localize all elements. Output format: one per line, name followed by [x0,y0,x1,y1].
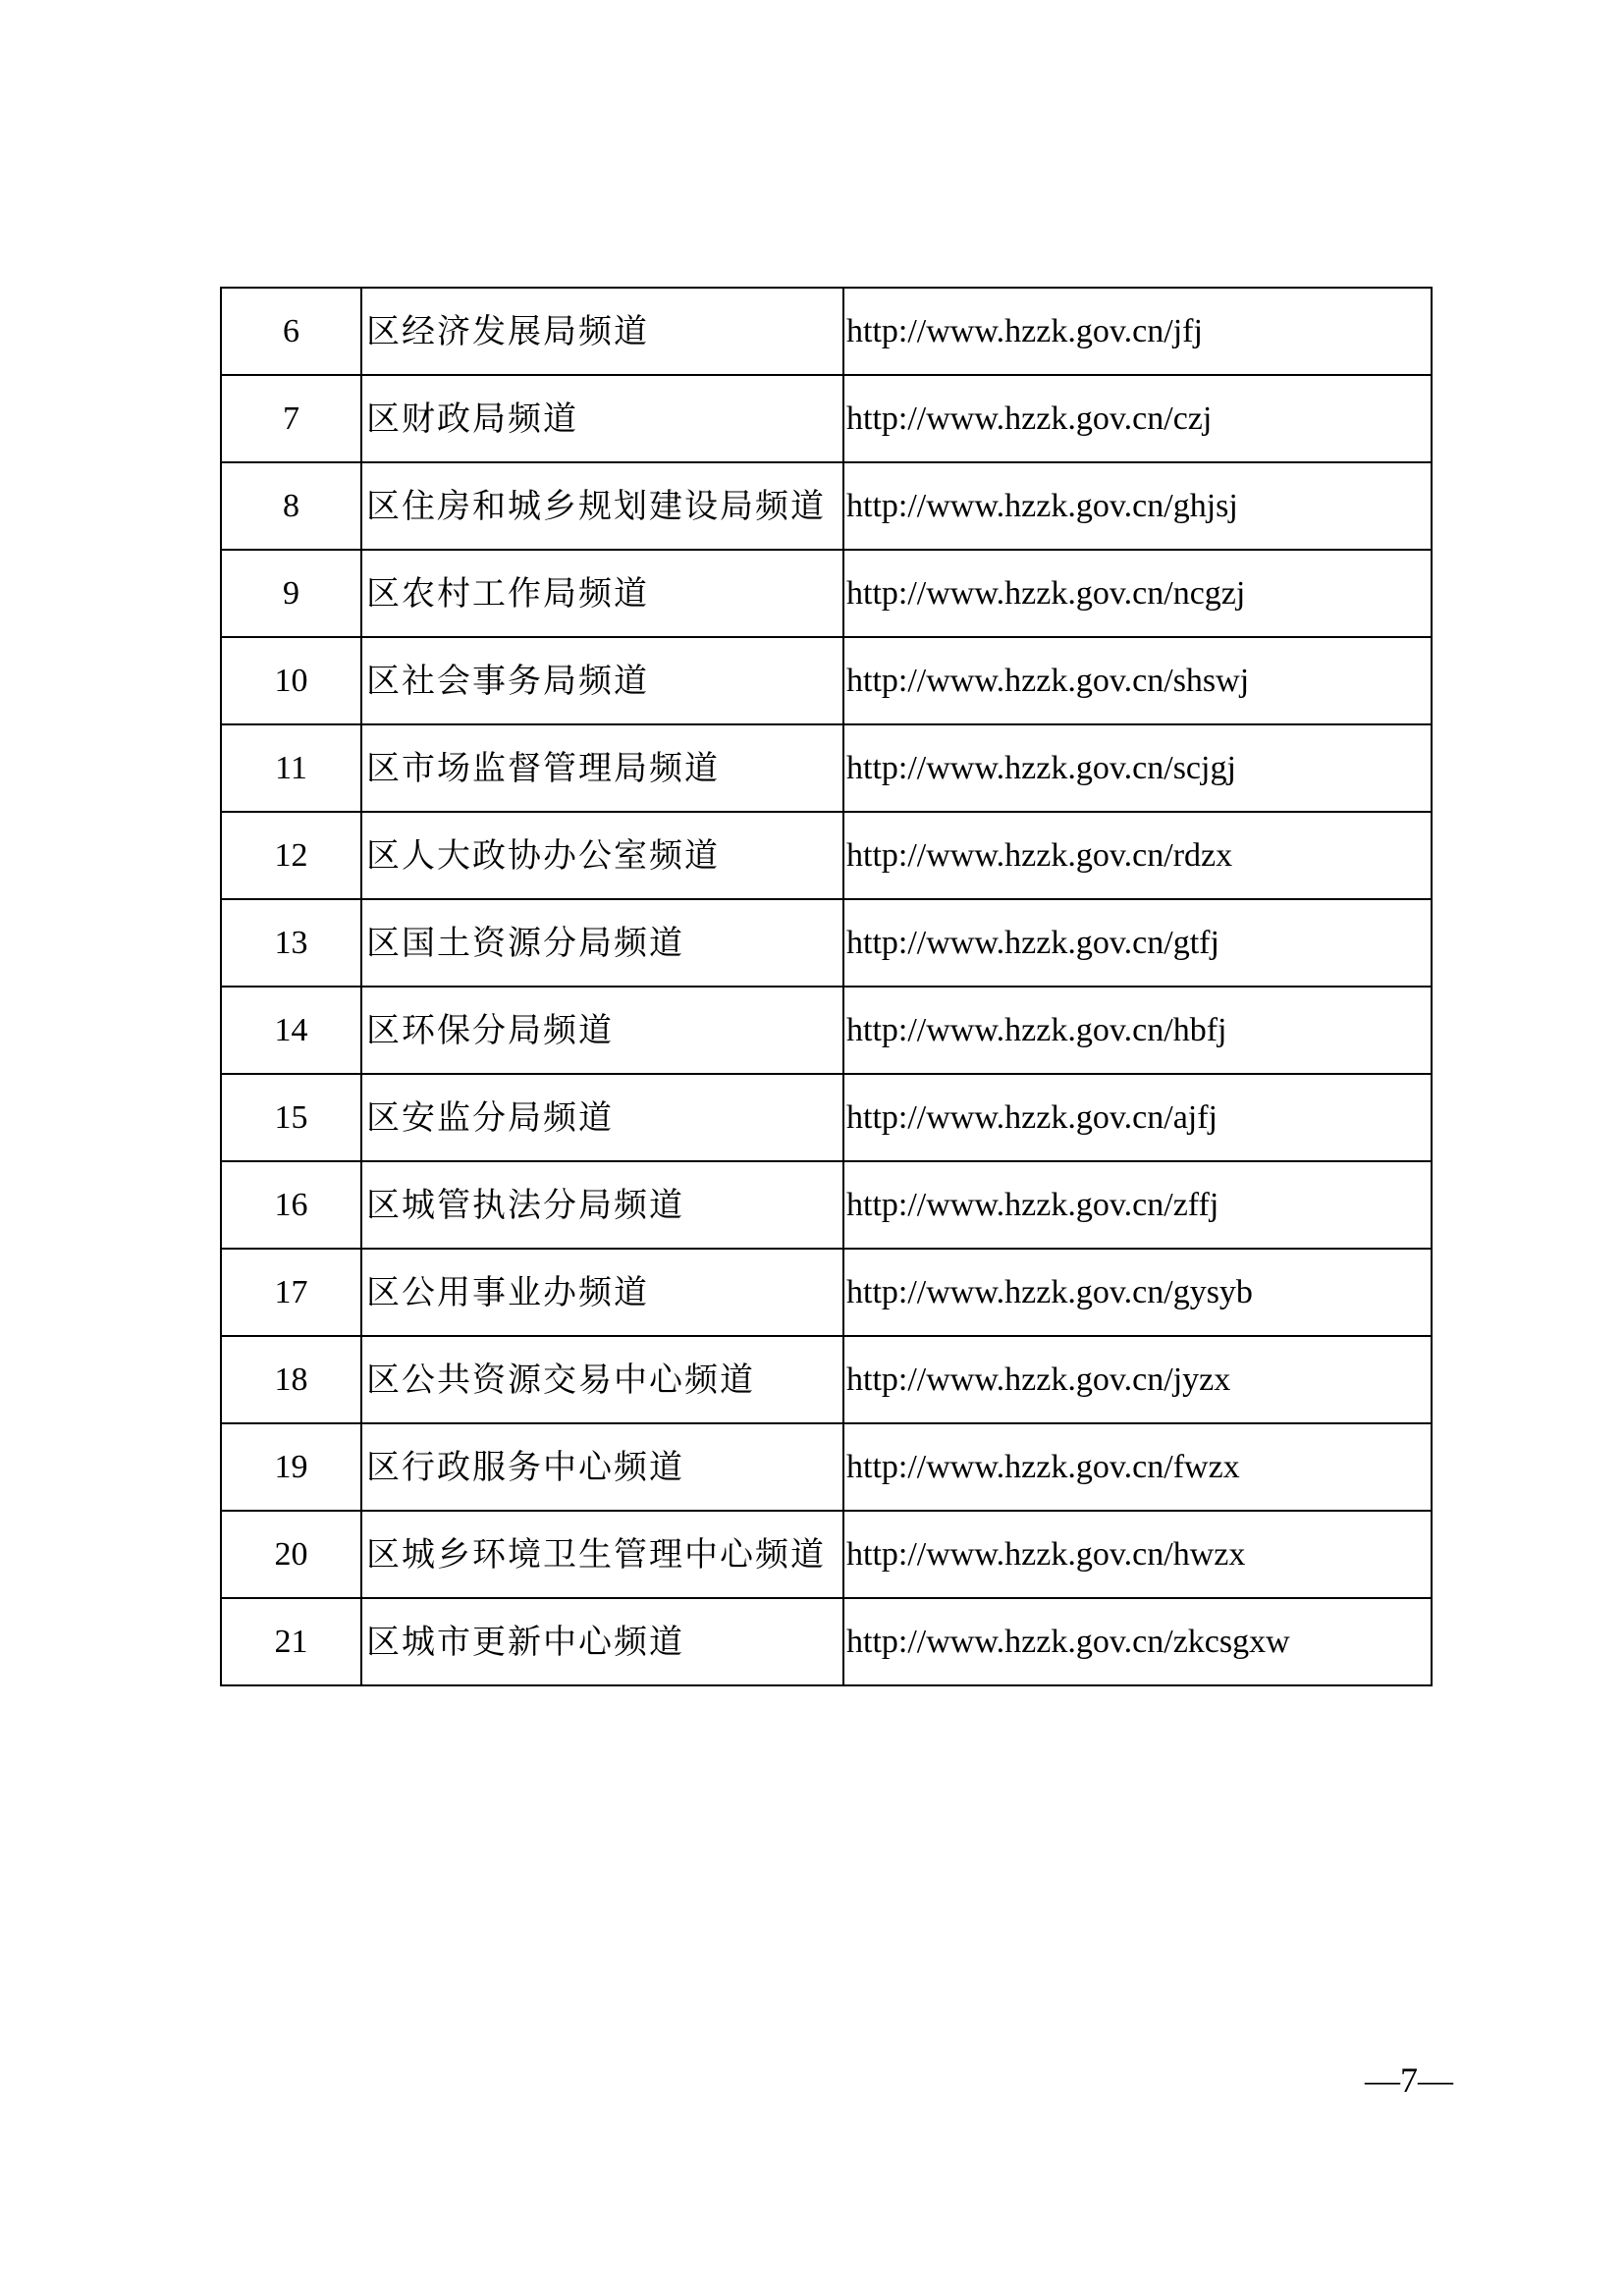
table-row [221,812,1432,899]
table-row [221,462,1432,550]
channel-table [220,287,1433,1686]
channel-name: 区公用事业办频道 [361,1249,843,1336]
row-number: 14 [221,987,361,1074]
channel-name: 区安监分局频道 [361,1074,843,1161]
table-row [221,1598,1432,1685]
table-row [221,1511,1432,1598]
row-number: 6 [221,288,361,375]
channel-table-body [221,288,1432,1685]
channel-name: 区农村工作局频道 [361,550,843,637]
table-row [221,288,1432,375]
channel-url-link[interactable]: http://www.hzzk.gov.cn/jfj [843,288,1432,375]
channel-name: 区国土资源分局频道 [361,899,843,987]
row-number: 17 [221,1249,361,1336]
channel-name: 区城乡环境卫生管理中心频道 [361,1511,843,1598]
row-number: 15 [221,1074,361,1161]
channel-url-link[interactable]: http://www.hzzk.gov.cn/zkcsgxw [843,1598,1432,1685]
table-row [221,550,1432,637]
row-number: 13 [221,899,361,987]
channel-url-link[interactable]: http://www.hzzk.gov.cn/scjgj [843,724,1432,812]
row-number: 11 [221,724,361,812]
table-row [221,637,1432,724]
channel-url-link[interactable]: http://www.hzzk.gov.cn/rdzx [843,812,1432,899]
channel-name: 区城市更新中心频道 [361,1598,843,1685]
channel-url-link[interactable]: http://www.hzzk.gov.cn/gysyb [843,1249,1432,1336]
channel-url-link[interactable]: http://www.hzzk.gov.cn/shswj [843,637,1432,724]
table-row [221,1161,1432,1249]
channel-name: 区环保分局频道 [361,987,843,1074]
row-number: 21 [221,1598,361,1685]
channel-name: 区人大政协办公室频道 [361,812,843,899]
channel-url-link[interactable]: http://www.hzzk.gov.cn/fwzx [843,1423,1432,1511]
channel-url-link[interactable]: http://www.hzzk.gov.cn/hwzx [843,1511,1432,1598]
channel-name: 区市场监督管理局频道 [361,724,843,812]
table-row [221,1074,1432,1161]
row-number: 18 [221,1336,361,1423]
page-number: —7— [1365,2060,1453,2100]
channel-url-link[interactable]: http://www.hzzk.gov.cn/ghjsj [843,462,1432,550]
channel-url-link[interactable]: http://www.hzzk.gov.cn/jyzx [843,1336,1432,1423]
row-number: 8 [221,462,361,550]
row-number: 10 [221,637,361,724]
channel-url-link[interactable]: http://www.hzzk.gov.cn/zffj [843,1161,1432,1249]
channel-name: 区公共资源交易中心频道 [361,1336,843,1423]
channel-name: 区经济发展局频道 [361,288,843,375]
row-number: 12 [221,812,361,899]
table-row [221,899,1432,987]
channel-name: 区城管执法分局频道 [361,1161,843,1249]
channel-name: 区财政局频道 [361,375,843,462]
channel-url-link[interactable]: http://www.hzzk.gov.cn/ncgzj [843,550,1432,637]
table-row [221,1249,1432,1336]
table-row [221,1336,1432,1423]
channel-url-link[interactable]: http://www.hzzk.gov.cn/gtfj [843,899,1432,987]
row-number: 7 [221,375,361,462]
table-row [221,1423,1432,1511]
channel-url-link[interactable]: http://www.hzzk.gov.cn/czj [843,375,1432,462]
table-row [221,375,1432,462]
channel-url-link[interactable]: http://www.hzzk.gov.cn/ajfj [843,1074,1432,1161]
row-number: 19 [221,1423,361,1511]
row-number: 20 [221,1511,361,1598]
row-number: 16 [221,1161,361,1249]
row-number: 9 [221,550,361,637]
table-row [221,987,1432,1074]
table-row [221,724,1432,812]
channel-name: 区社会事务局频道 [361,637,843,724]
channel-name: 区行政服务中心频道 [361,1423,843,1511]
channel-name: 区住房和城乡规划建设局频道 [361,462,843,550]
channel-url-link[interactable]: http://www.hzzk.gov.cn/hbfj [843,987,1432,1074]
